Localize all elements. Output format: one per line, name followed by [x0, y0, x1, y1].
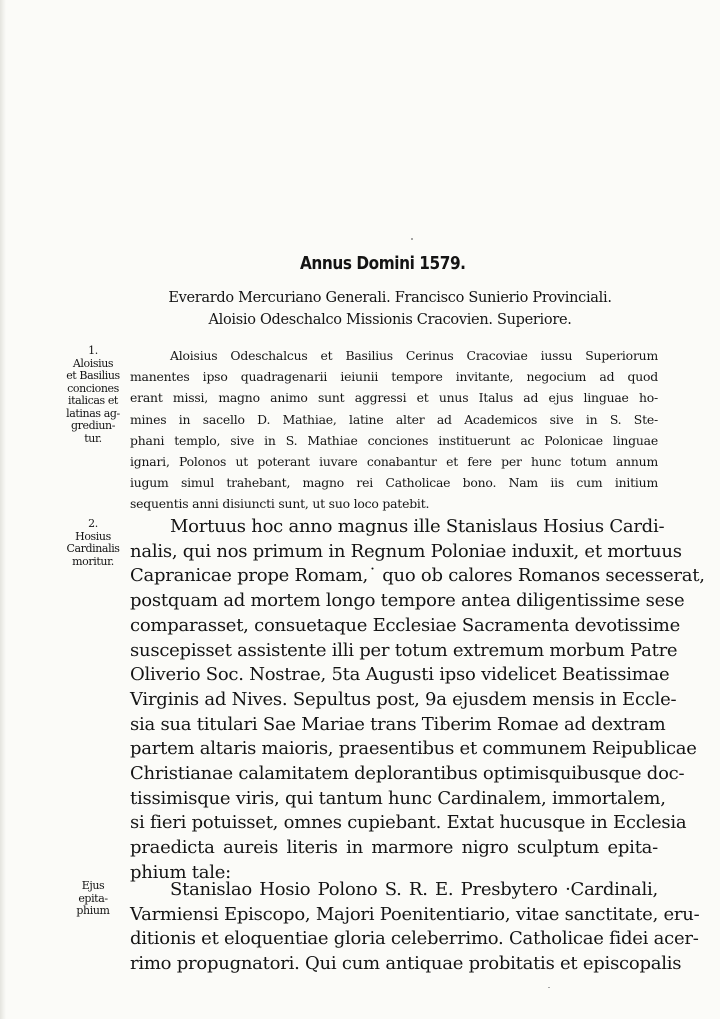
margin-note-line: Ejus [81, 879, 105, 892]
subheading-line-1: Everardo Mercuriano Generali. Francisco Sunierio Provinciali. [168, 290, 612, 306]
paragraph-line: partem altaris maioris, praesentibus et communem Reipublicae [130, 738, 697, 760]
margin-note-line: Cardinalis [66, 542, 120, 555]
paragraph-line: Christianae calamitatem deplorantibus optimisquibusque doc- [130, 763, 685, 785]
paragraph-line: ignari, Polonos ut poterant iuvare conabantur et fere per hunc totum annum [130, 454, 658, 470]
margin-note-3 [60, 880, 126, 918]
subheading-line-2: Aloisio Odeschalco Missionis Cracovien. Superiore. [208, 312, 572, 328]
margin-note-1 [60, 345, 126, 445]
paragraph-line: Mortuus hoc anno magnus ille Stanislaus Hosius Cardi- [170, 516, 665, 537]
margin-note-number: 2. [88, 517, 98, 530]
margin-note-line: tur. [84, 431, 102, 445]
page-heading: Annus Domini 1579. [300, 253, 466, 274]
margin-note-line: italicas et [68, 394, 118, 407]
ink-speck [411, 238, 413, 240]
paragraph-3 [130, 878, 700, 977]
paragraph-line: erant missi, magno animo sunt aggressi et unus Italus ad ejus linguae ho- [130, 390, 658, 406]
paragraph-line: sia sua titulari Sae Mariae trans Tiberim Romae ad dextram [130, 713, 666, 735]
margin-note-line: latinas ag- [66, 406, 120, 420]
paragraph-line: Stanislao Hosio Polono S. R. E. Presbytero ·Cardinali, [170, 879, 658, 900]
paragraph-line: ditionis et eloquentiae gloria celeberrimo. Catholicae fidei acer- [130, 928, 699, 950]
paragraph-line: Virginis ad Nives. Sepultus post, 9a ejusdem mensis in Eccle- [130, 688, 677, 710]
margin-note-line: Hosius [75, 529, 111, 543]
margin-note-line: grediun- [70, 419, 116, 432]
paragraph-line: Capranicae prope Romam,˙ quo ob calores Romanos secesserat, [130, 565, 705, 587]
paragraph-line: nalis, qui nos primum in Regnum Poloniae induxit, et mortuus [130, 540, 682, 562]
paragraph-2 [130, 515, 705, 886]
margin-note-2 [60, 518, 126, 568]
paragraph-line: iugum simul trahebant, magno rei Catholicae bono. Nam iis cum initium [130, 475, 658, 491]
paragraph-1 [130, 345, 658, 515]
margin-note-line: phium [76, 904, 110, 917]
paragraph-line: postquam ad mortem longo tempore antea diligentissime sese [130, 590, 685, 612]
subheading [130, 287, 650, 331]
margin-note-line: conciones [67, 381, 119, 395]
paragraph-line: suscepisset assistente illi per totum extremum morbum Patre [130, 639, 678, 661]
margin-note-line: epita- [78, 891, 108, 905]
paragraph-line: phium tale: [130, 861, 231, 883]
paragraph-line: rimo propugnatori. Qui cum antiquae probitatis et episcopalis [130, 953, 682, 975]
paragraph-line: sequentis anni disiuncti sunt, ut suo loco patebit. [130, 496, 430, 512]
margin-note-line: et Basilius [66, 369, 120, 382]
paragraph-line: comparasset, consuetaque Ecclesiae Sacramenta devotissime [130, 614, 680, 636]
paragraph-line: Aloisius Odeschalcus et Basilius Cerinus Cracoviae iussu Superiorum [170, 348, 658, 363]
paragraph-line: si fieri potuisset, omnes cupiebant. Extat hucusque in Ecclesia [130, 812, 687, 834]
ink-speck [548, 987, 550, 988]
paragraph-line: mines in sacello D. Mathiae, latine alter ad Academicos sive in S. Ste- [130, 411, 658, 427]
paragraph-line: tissimisque viris, qui tantum hunc Cardinalem, immortalem, [130, 787, 666, 809]
paragraph-line: Varmiensi Episcopo, Majori Poenitentiario, vitae sanctitate, eru- [130, 903, 700, 925]
paragraph-line: phani templo, sive in S. Mathiae conciones instituerunt ac Polonicae linguae [130, 432, 658, 448]
margin-note-number: 1. [88, 344, 98, 357]
margin-note-line: Aloisius [72, 356, 114, 370]
paragraph-line: Oliverio Soc. Nostrae, 5ta Augusti ipso videlicet Beatissimae [130, 664, 670, 686]
margin-note-line: moritur. [72, 554, 114, 568]
page-edge-shadow [0, 0, 6, 1019]
paragraph-line: manentes ipso quadragenarii ieiunii tempore invitante, negocium ad quod [130, 369, 658, 385]
paragraph-line: praedicta aureis literis in marmore nigro sculptum epita- [130, 837, 658, 859]
